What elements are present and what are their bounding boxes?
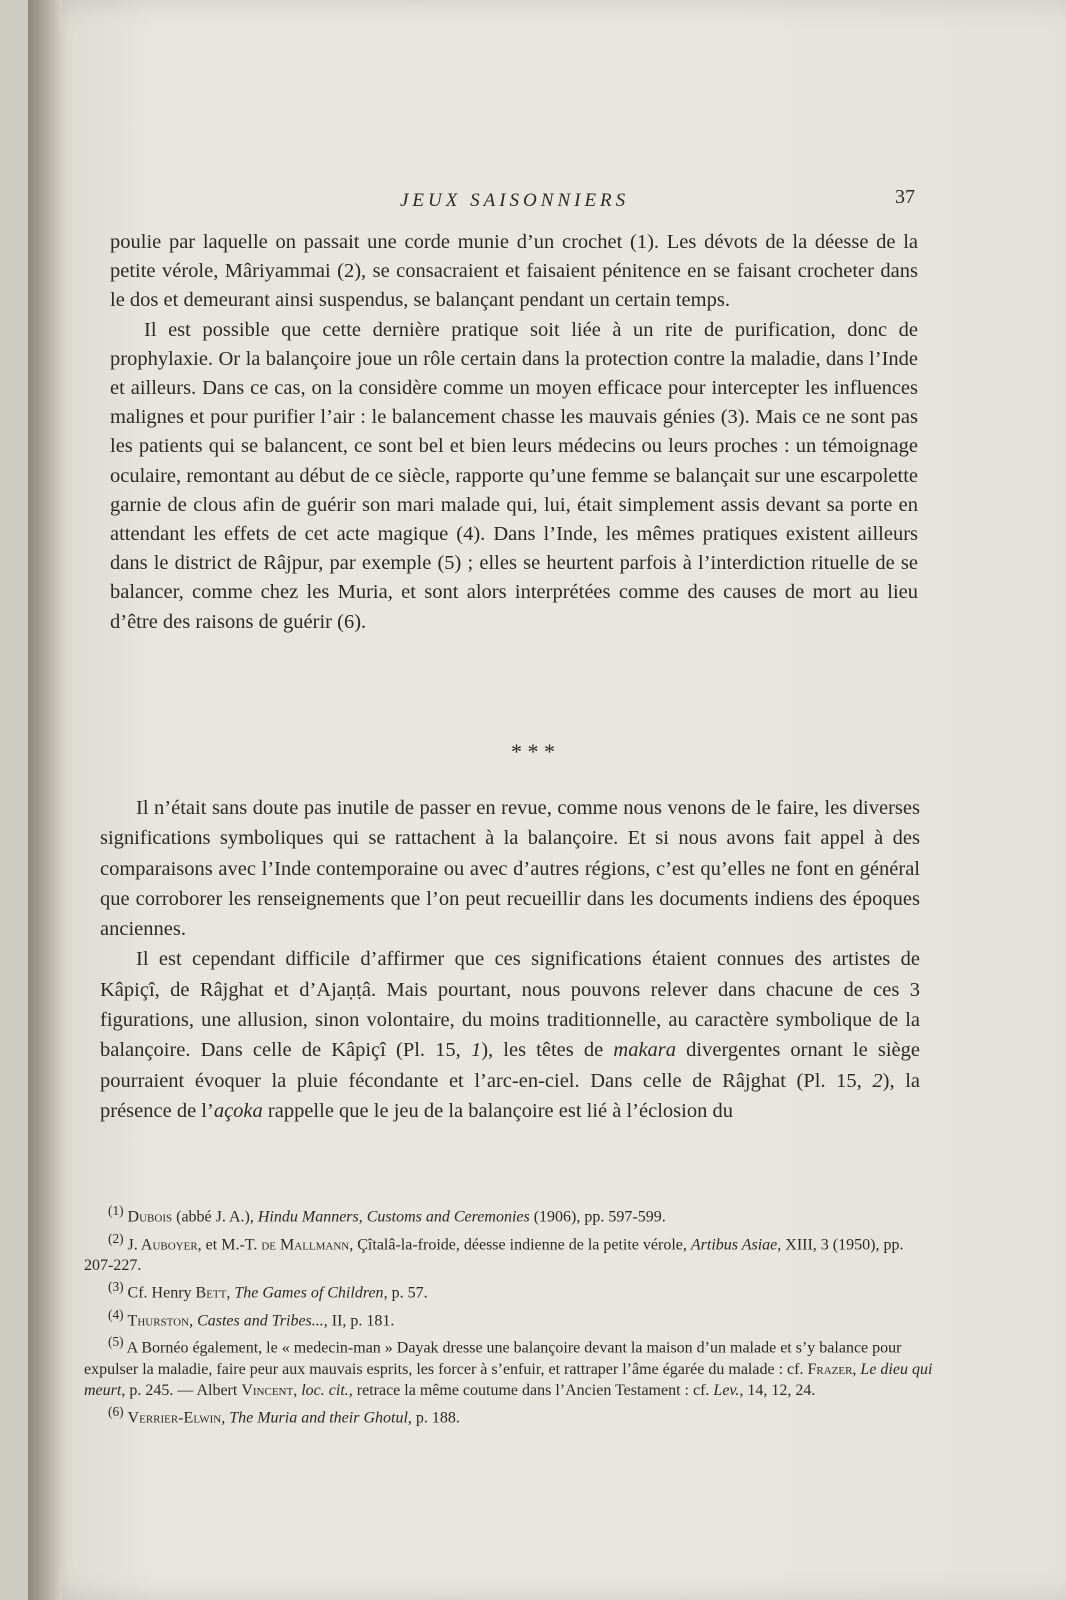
- body-text-top: [110, 228, 918, 637]
- body-text-bottom: [100, 793, 920, 1126]
- separator-asterism: * * *: [511, 739, 555, 764]
- section-separator: [0, 739, 1066, 764]
- page-number: 37: [895, 186, 915, 208]
- paragraph-2: Il est possible que cette dernière pratique soit liée à un rite de purification, donc de prophylaxie. Or la balançoire joue un rôle certain dans la protection contre la maladie, dans l’Inde et ailleurs. Dans ce cas, on la considère comme un moyen efficace pour intercepter les influences malignes et pour purifier l’air : le balancement chasse les mauvais génies (3). Mais ce ne sont pas les patients qui se balancent, ce sont bel et bien leurs médecins ou leurs proches : un témoignage oculaire, remontant au début de ce siècle, rapporte qu’une femme se balançait sur une escarpolette garnie de clous afin de guérir son mari malade qui, lui, était simplement assis devant sa porte en attendant les effets de cet acte magique (4). Dans l’Inde, les mêmes pratiques existent ailleurs dans le district de Râjpur, par exemple (5) ; elles se heurtent parfois à l’interdiction rituelle de se balancer, comme chez les Muria, et sont alors interprétées comme des causes de mort au lieu d’être des raisons de guérir (6).: [110, 318, 918, 633]
- book-spine: [28, 0, 62, 1600]
- footnote-4: $^{(4)}$ Thurston, Castes and Tribes..., II, p. 181.: [108, 1306, 395, 1330]
- footnote-5: $^{(5)}$ A Bornéo également, le « medecin-man » Dayak dresse une balançoire devant la maison d’un malade et s’y balance pour expulser la maladie, faire peur aux mauvais esprits, les forcer à s’enfuir, et rattraper l’âme égarée du malade : cf. Frazer, Le dieu qui meurt, p. 245. — Albert Vincent, loc. cit., retrace la même coutume dans l’Ancien Testament : cf. Lev., 14, 12, 24.: [84, 1334, 933, 1400]
- paragraph-1: poulie par laquelle on passait une corde munie d’un crochet (1). Les dévots de la déesse de la petite vérole, Mâriyammai (2), se consacraient et faisaient pénitence en se faisant crocheter dans le dos et demeurant ainsi suspendus, se balançant pendant un certain temps.: [110, 231, 918, 312]
- footnote-3: $^{(3)}$ Cf. Henry Bett, The Games of Children, p. 57.: [108, 1279, 428, 1302]
- footnote-1: $^{(1)}$ Dubois (abbé J. A.), Hindu Manners, Customs and Ceremonies (1906), pp. 597-599.: [108, 1203, 666, 1226]
- paragraph-4: Il est cependant difficile d’affirmer que ces significations étaient connues des artistes de Kâpiçî, de Râjghat et d’Ajaṇṭâ. Mais pourtant, nous pouvons relever dans chacune de ces 3 figurations, une allusion, sinon volontaire, du moins traditionnelle, au caractère symbolique de la balançoire. Dans celle de Kâpiçî (Pl. 15, 1), les têtes de makara divergentes ornant le siège pourraient évoquer la pluie fécondante et l’arc-en-ciel. Dans celle de Râjghat (Pl. 15, 2), la présence de l’açoka rappelle que le jeu de la balançoire est lié à l’éclosion du: [100, 948, 920, 1122]
- footnote-2: $^{(2)}$ J. Auboyer, et M.-T. de Mallmann, Çîtalâ-la-froide, déesse indienne de la petite vérole, Artibus Asiae, XIII, 3 (1950), pp. 207-227.: [84, 1230, 904, 1275]
- page-header: [110, 186, 915, 216]
- footnote-6: $^{(6)}$ Verrier-Elwin, The Muria and their Ghotul, p. 188.: [108, 1404, 460, 1427]
- running-title: JEUX SAISONNIERS: [400, 190, 630, 211]
- footnotes: [84, 1200, 934, 1429]
- paragraph-3: Il n’était sans doute pas inutile de passer en revue, comme nous venons de le faire, les diverses significations symboliques qui se rattachent à la balançoire. Et si nous avons fait appel à des comparaisons avec l’Inde contemporaine ou avec d’autres régions, c’est qu’elles ne font en général que corroborer les renseignements que l’on peut recueillir dans les documents indiens des époques anciennes.: [100, 797, 920, 941]
